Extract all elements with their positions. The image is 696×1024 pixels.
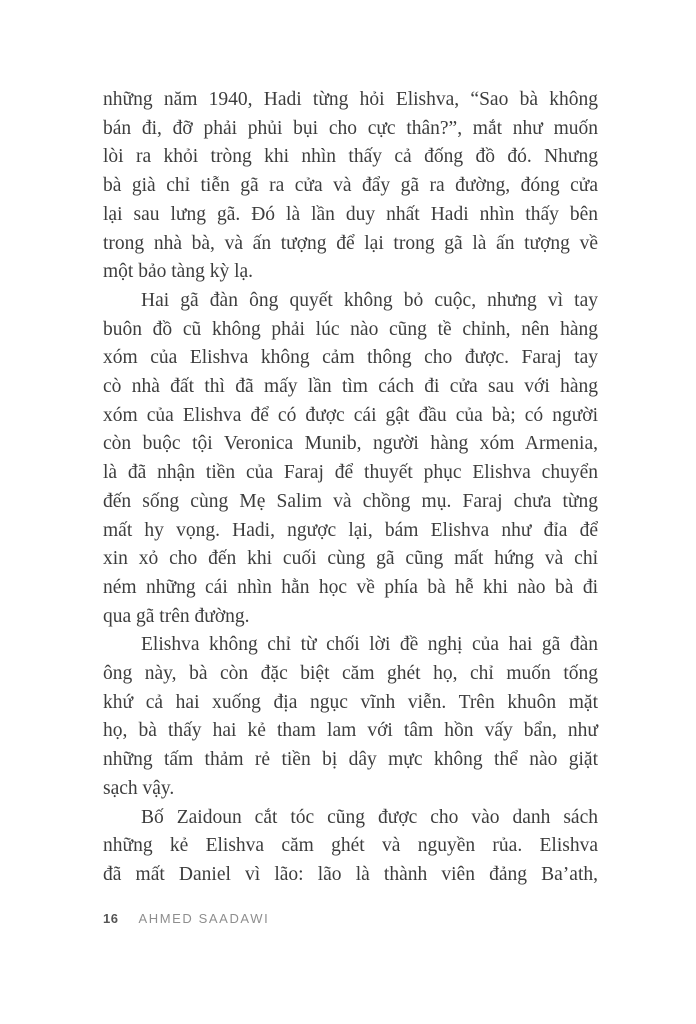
text-line: ném những cái nhìn hằn học về phía bà hễ khi nào bà đi: [103, 576, 598, 598]
text-line: khứ cả hai xuống địa ngục vĩnh viễn. Trên khuôn mặt: [103, 691, 598, 713]
text-line: đến sống cùng Mẹ Salim và chồng mụ. Faraj chưa từng: [103, 490, 598, 512]
text-line: Elishva không chỉ từ chối lời đề nghị của hai gã đàn: [141, 634, 598, 656]
text-line: trong nhà bà, và ấn tượng để lại trong gã là ấn tượng về: [103, 232, 598, 254]
text-line: những tấm thảm rẻ tiền bị dây mực không thể nào giặt: [103, 749, 598, 771]
text-line: Bố Zaidoun cắt tóc cũng được cho vào danh sách: [141, 806, 598, 828]
text-line: đã mất Daniel vì lão: lão là thành viên đảng Ba’ath,: [103, 863, 598, 885]
paragraph: [103, 86, 598, 287]
paragraph: [103, 804, 598, 890]
paragraph: [103, 631, 598, 803]
text-line: qua gã trên đường.: [103, 605, 250, 627]
text-line: họ, bà thấy hai kẻ tham lam với tâm hồn vấy bẩn, như: [103, 720, 598, 742]
body-text: [103, 86, 598, 890]
text-line: là đã nhận tiền của Faraj để thuyết phục Elishva chuyển: [103, 462, 598, 484]
text-line: những năm 1940, Hadi từng hỏi Elishva, “Sao bà không: [103, 89, 598, 110]
text-line: còn buộc tội Veronica Munib, người hàng xóm Armenia,: [103, 433, 598, 455]
text-line: xóm của Elishva để có được cái gật đầu của bà; có người: [103, 404, 598, 426]
running-footer-author: AHMED SAADAWI: [138, 911, 270, 926]
text-line: buôn đồ cũ không phải lúc nào cũng tề chỉnh, nên hàng: [103, 318, 598, 340]
text-line: xin xỏ cho đến khi cuối cùng gã cũng mất hứng và chỉ: [103, 548, 598, 570]
text-line: lại sau lưng gã. Đó là lần duy nhất Hadi nhìn thấy bên: [103, 203, 598, 225]
text-line: cò nhà đất thì đã mấy lần tìm cách đi cửa sau với hàng: [103, 376, 598, 398]
text-line: ông này, bà còn đặc biệt căm ghét họ, chỉ muốn tống: [103, 663, 598, 685]
text-line: Hai gã đàn ông quyết không bỏ cuộc, nhưng vì tay: [141, 289, 598, 311]
page-number: 16: [103, 911, 119, 926]
text-line: một bảo tàng kỳ lạ.: [103, 261, 254, 283]
text-line: bà già chỉ tiễn gã ra cửa và đẩy gã ra đường, đóng cửa: [103, 175, 598, 197]
text-line: sạch vậy.: [103, 777, 175, 799]
text-line: lòi ra khỏi tròng khi nhìn thấy cả đống đồ đó. Nhưng: [103, 146, 598, 168]
text-line: bán đi, đỡ phải phủi bụi cho cực thân?”, mắt như muốn: [103, 117, 598, 139]
text-line: mất hy vọng. Hadi, ngược lại, bám Elishva như đỉa để: [103, 519, 598, 541]
page-footer: [103, 911, 269, 926]
text-line: những kẻ Elishva căm ghét và nguyền rủa. Elishva: [103, 835, 598, 857]
text-line: xóm của Elishva không cảm thông cho được. Faraj tay: [103, 347, 598, 369]
paragraph: [103, 287, 598, 631]
